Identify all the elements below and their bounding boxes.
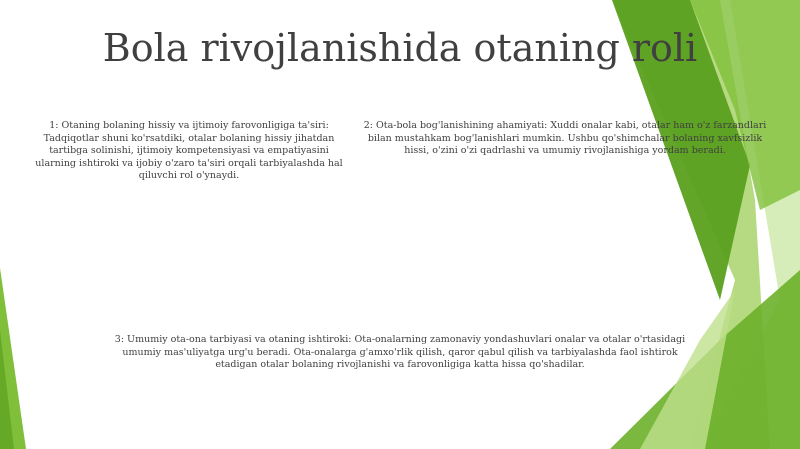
paragraph-1: 1: Otaning bolaning hissiy va ijtimoiy farovonligiga ta'siri: Tadqiqotlar shuni ko'rsatdiki, otalar bolaning hissiy jihatdan tartibga solinishi, ijtimoiy kompetensiyasi va empatiyasini ularning ishtiroki va ijobiy o'zaro ta'siri orqali tarbiyalashda hal qiluvchi rol o'ynaydi.: [35, 120, 343, 181]
slide-title: Bola rivojlanishida otaning roli: [102, 26, 698, 70]
paragraph-2: 2: Ota-bola bog'lanishining ahamiyati: Xuddi onalar kabi, otalar ham o'z farzandlari bilan mustahkam bog'lanishlari mumkin. Ushbu qo'shimchalar bolaning xavfsizlik hissi, o'zini o'zi qadrlashi va umumiy rivojlanishiga yordam beradi.: [363, 120, 767, 156]
paragraph-3: 3: Umumiy ota-ona tarbiyasi va otaning ishtiroki: Ota-onalarning zamonaviy yondashuvlari onalar va otalar o'rtasidagi umumiy mas'uliyatga urg'u beradi. Ota-onalarga g'amxo'rlik qilish, qaror qabul qilish va tarbiyalashda faol ishtirok etadigan otalar bolaning rivojlanishi va farovonligiga katta hissa qo'shadilar.: [114, 334, 686, 370]
